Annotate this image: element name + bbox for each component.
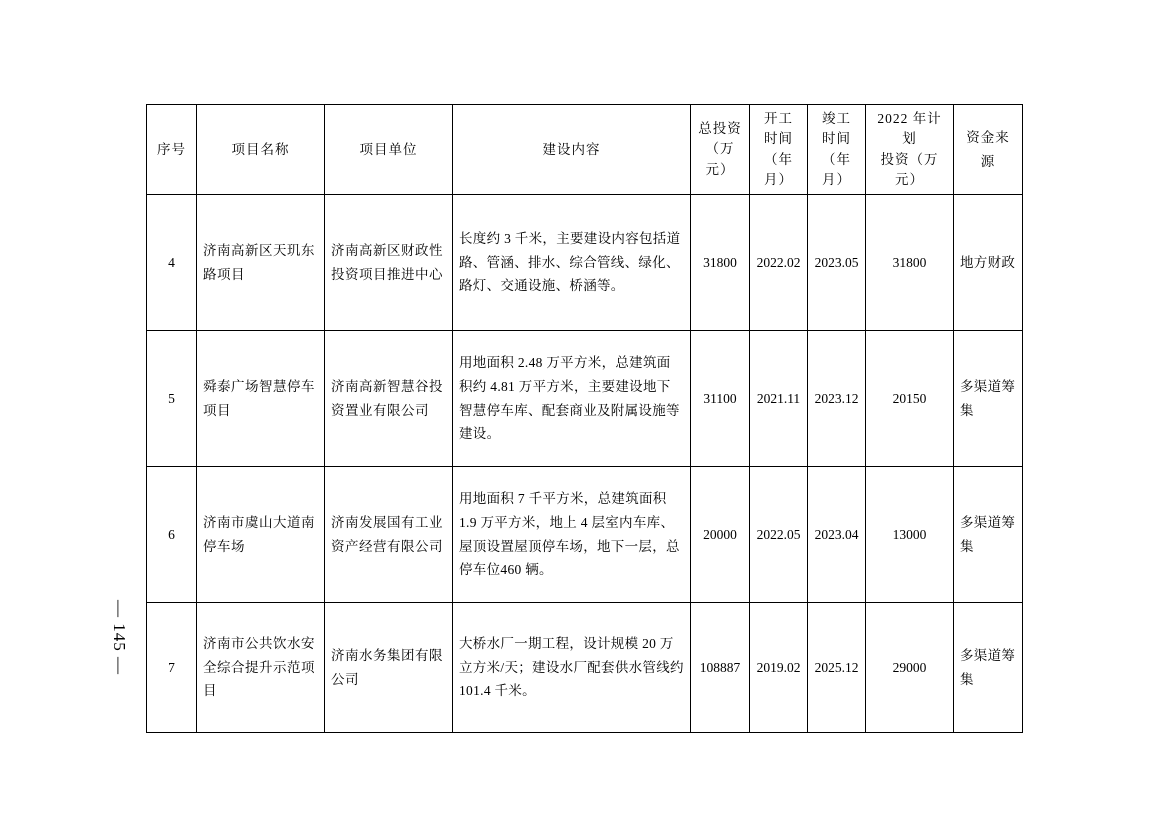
col-header-plan-2022-line2: 投资（万元） — [880, 151, 939, 187]
table-row — [147, 195, 1023, 331]
cell-funding-source: 多渠道筹集 — [954, 331, 1023, 467]
col-header-start-time-line2: 时间 — [764, 131, 793, 147]
cell-construction-content: 长度约 3 千米，主要建设内容包括道路、管涵、排水、综合管线、绿化、路灯、交通设施、桥涵等。 — [453, 195, 691, 331]
col-header-funding-source: 资金来源 — [954, 105, 1023, 195]
col-header-total-investment-line2: （万元） — [705, 141, 735, 177]
col-header-plan-2022 — [866, 105, 954, 195]
cell-end-time: 2023.05 — [808, 195, 866, 331]
cell-start-time: 2022.02 — [750, 195, 808, 331]
cell-construction-content: 用地面积 7 千平方米，总建筑面积 1.9 万平方米，地上 4 层室内车库、屋顶设置屋顶停车场，地下一层，总停车位460 辆。 — [453, 467, 691, 603]
col-header-end-time-line1: 竣工 — [822, 111, 851, 126]
cell-total-investment: 108887 — [691, 603, 750, 733]
cell-seq: 5 — [147, 331, 197, 467]
cell-end-time: 2023.04 — [808, 467, 866, 603]
cell-project-name: 济南市公共饮水安全综合提升示范项目 — [197, 603, 325, 733]
col-header-construction-content: 建设内容 — [453, 105, 691, 195]
cell-funding-source: 地方财政 — [954, 195, 1023, 331]
cell-project-unit: 济南高新智慧谷投资置业有限公司 — [325, 331, 453, 467]
col-header-plan-2022-line1: 2022 年计划 — [877, 111, 942, 147]
col-header-total-investment — [691, 105, 750, 195]
cell-seq: 6 — [147, 467, 197, 603]
cell-project-name: 济南高新区天玑东路项目 — [197, 195, 325, 331]
cell-start-time: 2019.02 — [750, 603, 808, 733]
col-header-end-time-line3: （年 月） — [822, 151, 851, 187]
col-header-start-time — [750, 105, 808, 195]
col-header-end-time — [808, 105, 866, 195]
cell-plan-2022: 31800 — [866, 195, 954, 331]
cell-seq: 4 — [147, 195, 197, 331]
project-table — [146, 104, 1023, 733]
cell-total-investment: 31800 — [691, 195, 750, 331]
table-row — [147, 603, 1023, 733]
cell-construction-content: 大桥水厂一期工程，设计规模 20 万立方米/天；建设水厂配套供水管线约 101.4 千米。 — [453, 603, 691, 733]
cell-plan-2022: 20150 — [866, 331, 954, 467]
cell-project-unit: 济南高新区财政性投资项目推进中心 — [325, 195, 453, 331]
col-header-total-investment-line1: 总投资 — [698, 121, 742, 137]
col-header-start-time-line3: （年 月） — [764, 151, 793, 187]
cell-total-investment: 20000 — [691, 467, 750, 603]
cell-project-name: 济南市虞山大道南停车场 — [197, 467, 325, 603]
col-header-start-time-line1: 开工 — [764, 111, 793, 126]
cell-project-name: 舜泰广场智慧停车项目 — [197, 331, 325, 467]
col-header-seq: 序号 — [147, 105, 197, 195]
cell-plan-2022: 13000 — [866, 467, 954, 603]
cell-project-unit: 济南水务集团有限公司 — [325, 603, 453, 733]
table-row — [147, 331, 1023, 467]
cell-plan-2022: 29000 — [866, 603, 954, 733]
cell-seq: 7 — [147, 603, 197, 733]
table-header-row — [147, 105, 1023, 195]
cell-funding-source: 多渠道筹集 — [954, 603, 1023, 733]
page-number: — 145 — — [110, 600, 129, 675]
cell-end-time: 2025.12 — [808, 603, 866, 733]
cell-total-investment: 31100 — [691, 331, 750, 467]
cell-end-time: 2023.12 — [808, 331, 866, 467]
col-header-project-name: 项目名称 — [197, 105, 325, 195]
col-header-end-time-line2: 时间 — [822, 131, 851, 147]
cell-start-time: 2022.05 — [750, 467, 808, 603]
table-header — [147, 105, 1023, 195]
table-body — [147, 195, 1023, 733]
cell-funding-source: 多渠道筹集 — [954, 467, 1023, 603]
cell-start-time: 2021.11 — [750, 331, 808, 467]
table-row — [147, 467, 1023, 603]
col-header-project-unit: 项目单位 — [325, 105, 453, 195]
cell-construction-content: 用地面积 2.48 万平方米，总建筑面积约 4.81 万平方米，主要建设地下智慧停车库、配套商业及附属设施等建设。 — [453, 331, 691, 467]
cell-project-unit: 济南发展国有工业资产经营有限公司 — [325, 467, 453, 603]
